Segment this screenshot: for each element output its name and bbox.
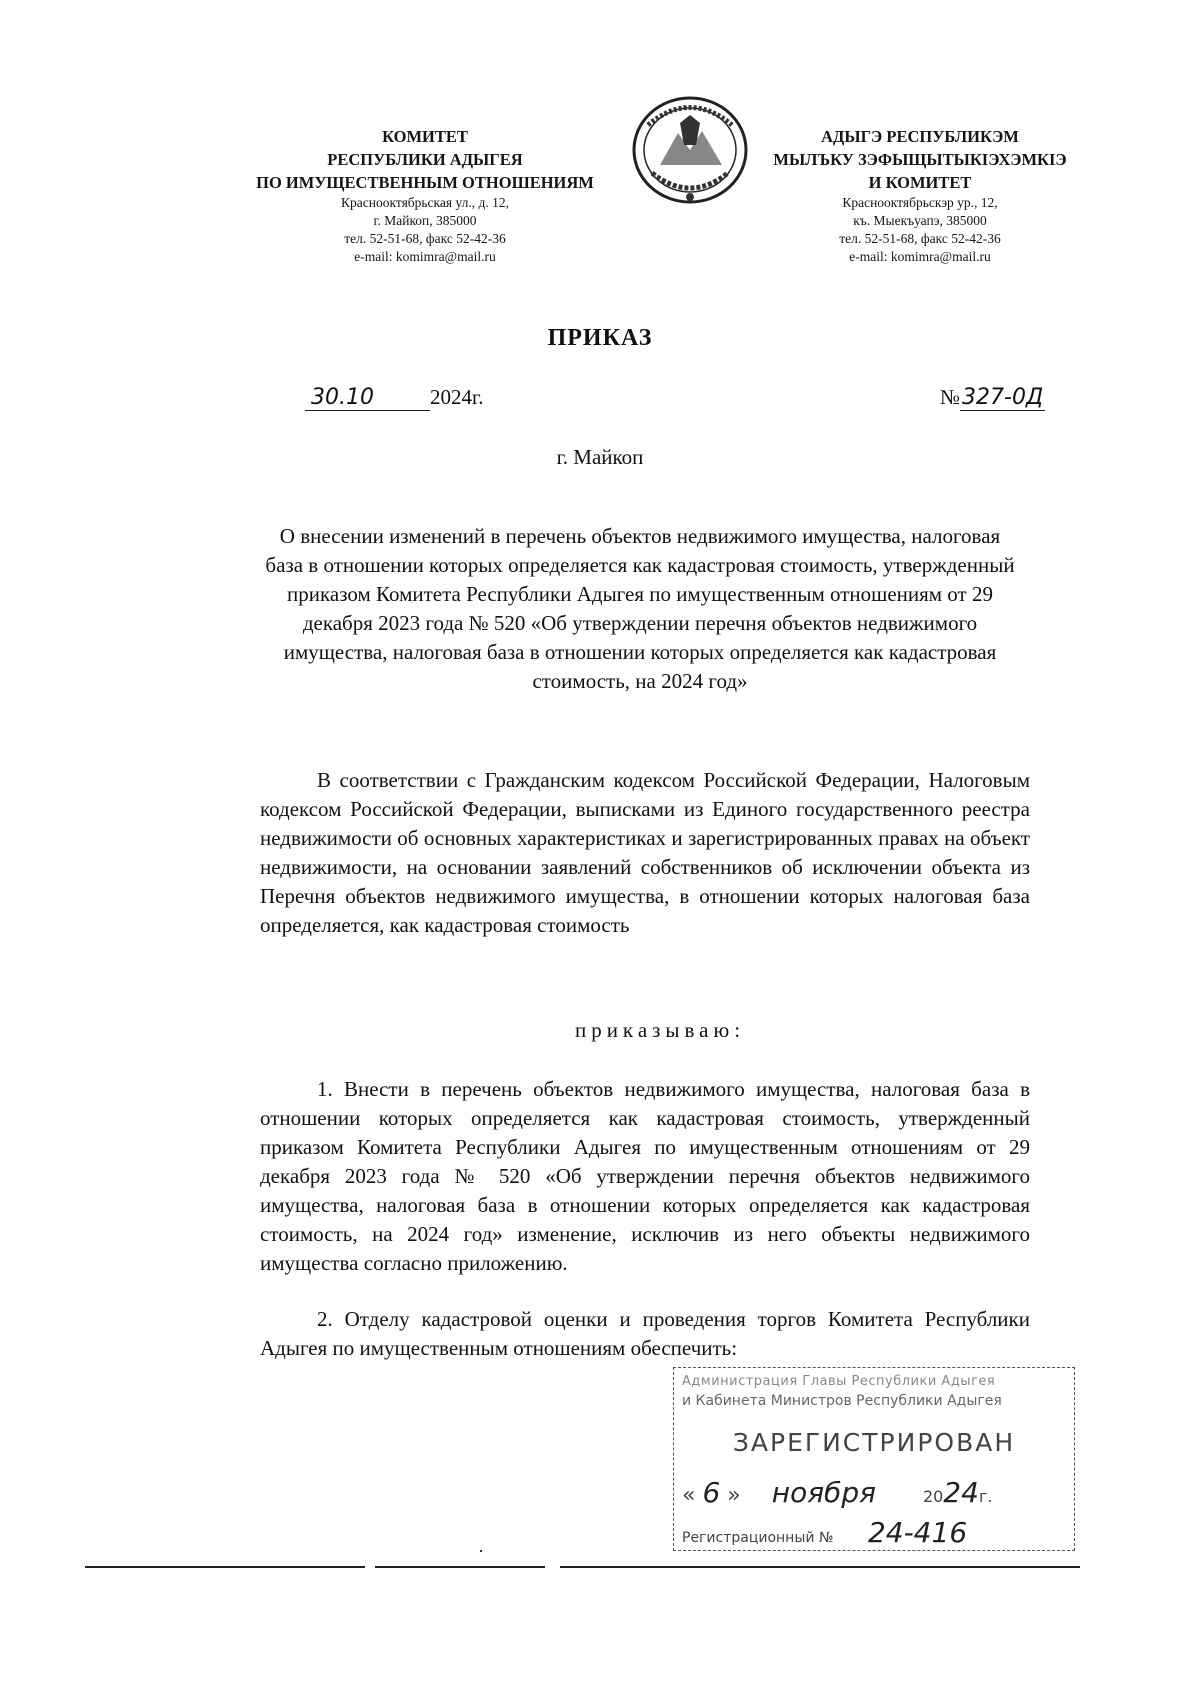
stamp-reg-number-row [682, 1516, 967, 1549]
org-name-ru-line2: РЕСПУБЛИКИ АДЫГЕЯ [327, 150, 523, 169]
stamp-issuer-line2: и Кабинета Министров Республики Адыгея [682, 1393, 1002, 1409]
footer-rule-right [560, 1566, 1080, 1568]
document-city: г. Майкоп [556, 445, 644, 469]
email-ru: e-mail: komimra@mail.ru [354, 249, 496, 264]
stamp-day: 6 [702, 1476, 721, 1509]
stamp-month: ноября [771, 1476, 876, 1509]
stamp-close-quote: » [727, 1483, 741, 1508]
order-number [940, 385, 1045, 410]
republic-emblem-icon [630, 95, 750, 210]
org-name-ru-line1: КОМИТЕТ [382, 127, 468, 146]
email-ady: e-mail: komimra@mail.ru [849, 249, 991, 264]
scan-speck [480, 1550, 482, 1552]
phone-ru: тел. 52-51-68, факс 52-42-36 [344, 231, 506, 246]
order-number-handwritten: 327-0Д [962, 385, 1044, 410]
stamp-reg-label: Регистрационный № [682, 1530, 834, 1546]
org-name-ru-line3: ПО ИМУЩЕСТВЕННЫМ ОТНОШЕНИЯМ [256, 173, 594, 192]
document-subject: О внесении изменений в перечень объектов недвижимого имущества, налоговая база в отношении которых определяется как кадастровая стоимость, утвержденный приказом Комитета Республики Адыгея по имущественным отношениям от 29 декабря 2023 года № 520 «Об утверждении перечня объектов недвижимого имущества, налоговая база в отношении которых определяется как кадастровая стоимость, на 2024 год» [265, 524, 1015, 693]
order-date-handwritten: 30.10 [305, 385, 430, 411]
footer-rule-middle [375, 1566, 545, 1568]
order-date [305, 385, 484, 411]
stamp-registered-label: ЗАРЕГИСТРИРОВАН [732, 1428, 1016, 1457]
city-ady: къ. Мыекъуапэ, 385000 [853, 213, 987, 228]
order-item-1: 1. Внести в перечень объектов недвижимого имущества, налоговая база в отношении которых определяется как кадастровая стоимость, утвержденный приказом Комитета Республики Адыгея по имущественным отношениям от 29 декабря 2023 года № 520 «Об утверждении перечня объектов недвижимого имущества, налоговая база в отношении которых определяется как кадастровая стоимость, на 2024 год» изменение, исключив из него объекты недвижимого имущества согласно приложению. [260, 1077, 1030, 1275]
address-ru: Краснооктябрьская ул., д. 12, [341, 195, 509, 210]
stamp-year: 24 [943, 1476, 979, 1509]
document-title: ПРИКАЗ [547, 325, 653, 351]
order-word: приказываю: [574, 1018, 746, 1042]
phone-ady: тел. 52-51-68, факс 52-42-36 [839, 231, 1001, 246]
order-date-year: 2024г. [430, 385, 484, 409]
org-name-ady-line3: И КОМИТЕТ [868, 173, 972, 192]
preamble-paragraph: В соответствии с Гражданским кодексом Российской Федерации, Налоговым кодексом Российской Федерации, выписками из Единого государственного реестра недвижимости об основных характеристиках и зарегистрированных правах на объект недвижимости, на основании заявлений собственников об исключении объекта из Перечня объектов недвижимого имущества, в отношении которых налоговая база определяется, как кадастровая стоимость [260, 768, 1030, 937]
org-name-ady-line1: АДЫГЭ РЕСПУБЛИКЭМ [821, 127, 1019, 146]
stamp-date [682, 1476, 992, 1509]
order-item-2: 2. Отделу кадастровой оценки и проведения торгов Комитета Республики Адыгея по имущественным отношениям обеспечить: [260, 1307, 1030, 1360]
org-name-ady-line2: МЫЛЪКУ ЗЭФЫЩЫТЫКIЭХЭМКIЭ [773, 150, 1067, 169]
stamp-reg-number: 24-416 [867, 1516, 968, 1549]
stamp-year-suffix: г. [978, 1487, 993, 1506]
order-number-prefix: № [940, 385, 961, 409]
footer-rule-left [85, 1566, 365, 1568]
stamp-open-quote: « [682, 1483, 696, 1508]
address-ady: Краснооктябрьскэр ур., 12, [842, 195, 998, 210]
stamp-year-prefix: 20 [922, 1487, 944, 1506]
registration-stamp [673, 1367, 1075, 1551]
city-ru: г. Майкоп, 385000 [373, 213, 477, 228]
stamp-issuer-line1: Администрация Главы Республики Адыгея [682, 1374, 996, 1389]
header-left [225, 125, 625, 266]
header-right [770, 125, 1070, 266]
